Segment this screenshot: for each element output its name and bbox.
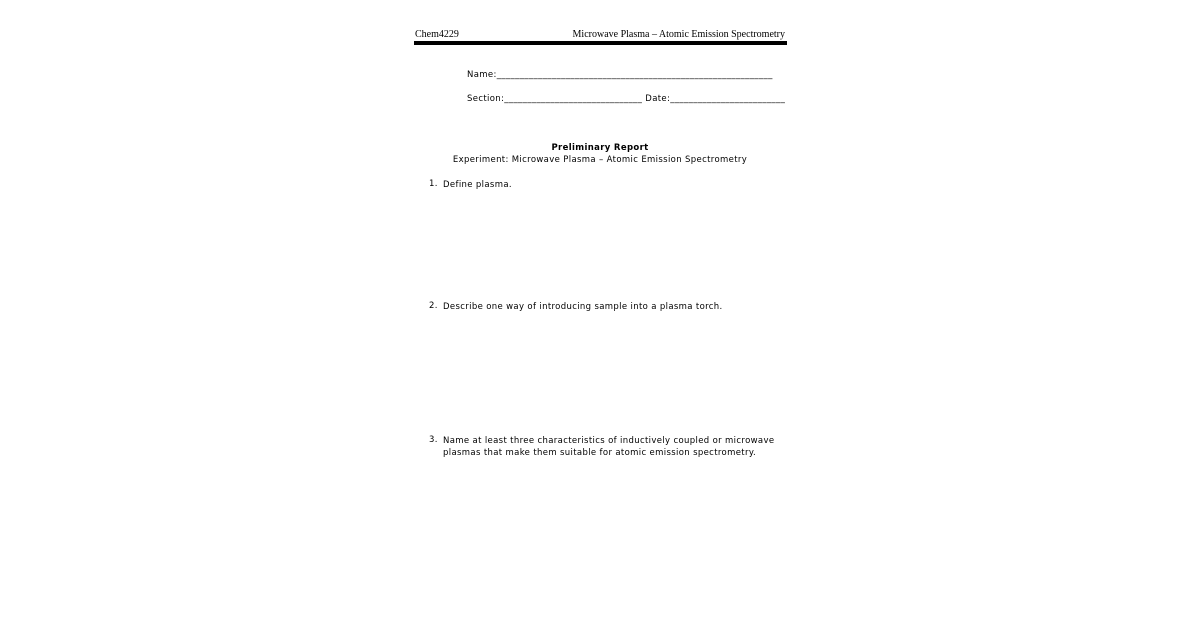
experiment-title: Experiment: Microwave Plasma – Atomic Emission Spectrometry bbox=[452, 155, 748, 165]
course-code: Chem4229 bbox=[415, 29, 459, 40]
header-title: Microwave Plasma – Atomic Emission Spectrometry bbox=[572, 29, 785, 40]
name-field: Name:____________________________________________________________ bbox=[467, 70, 773, 80]
question-number: 3. bbox=[429, 435, 438, 445]
report-title: Preliminary Report bbox=[551, 143, 649, 153]
header-divider-thick bbox=[414, 42, 787, 45]
question-number: 1. bbox=[429, 179, 438, 189]
question-text: Name at least three characteristics of inductively coupled or microwave plasmas that make them suitable for atomic emission spectrometry. bbox=[443, 436, 775, 458]
section-date-field: Section:______________________________ Date:_________________________ bbox=[467, 94, 786, 104]
question-number: 2. bbox=[429, 301, 438, 311]
question-text: Define plasma. bbox=[443, 180, 512, 190]
question-text: Describe one way of introducing sample into a plasma torch. bbox=[443, 302, 723, 312]
